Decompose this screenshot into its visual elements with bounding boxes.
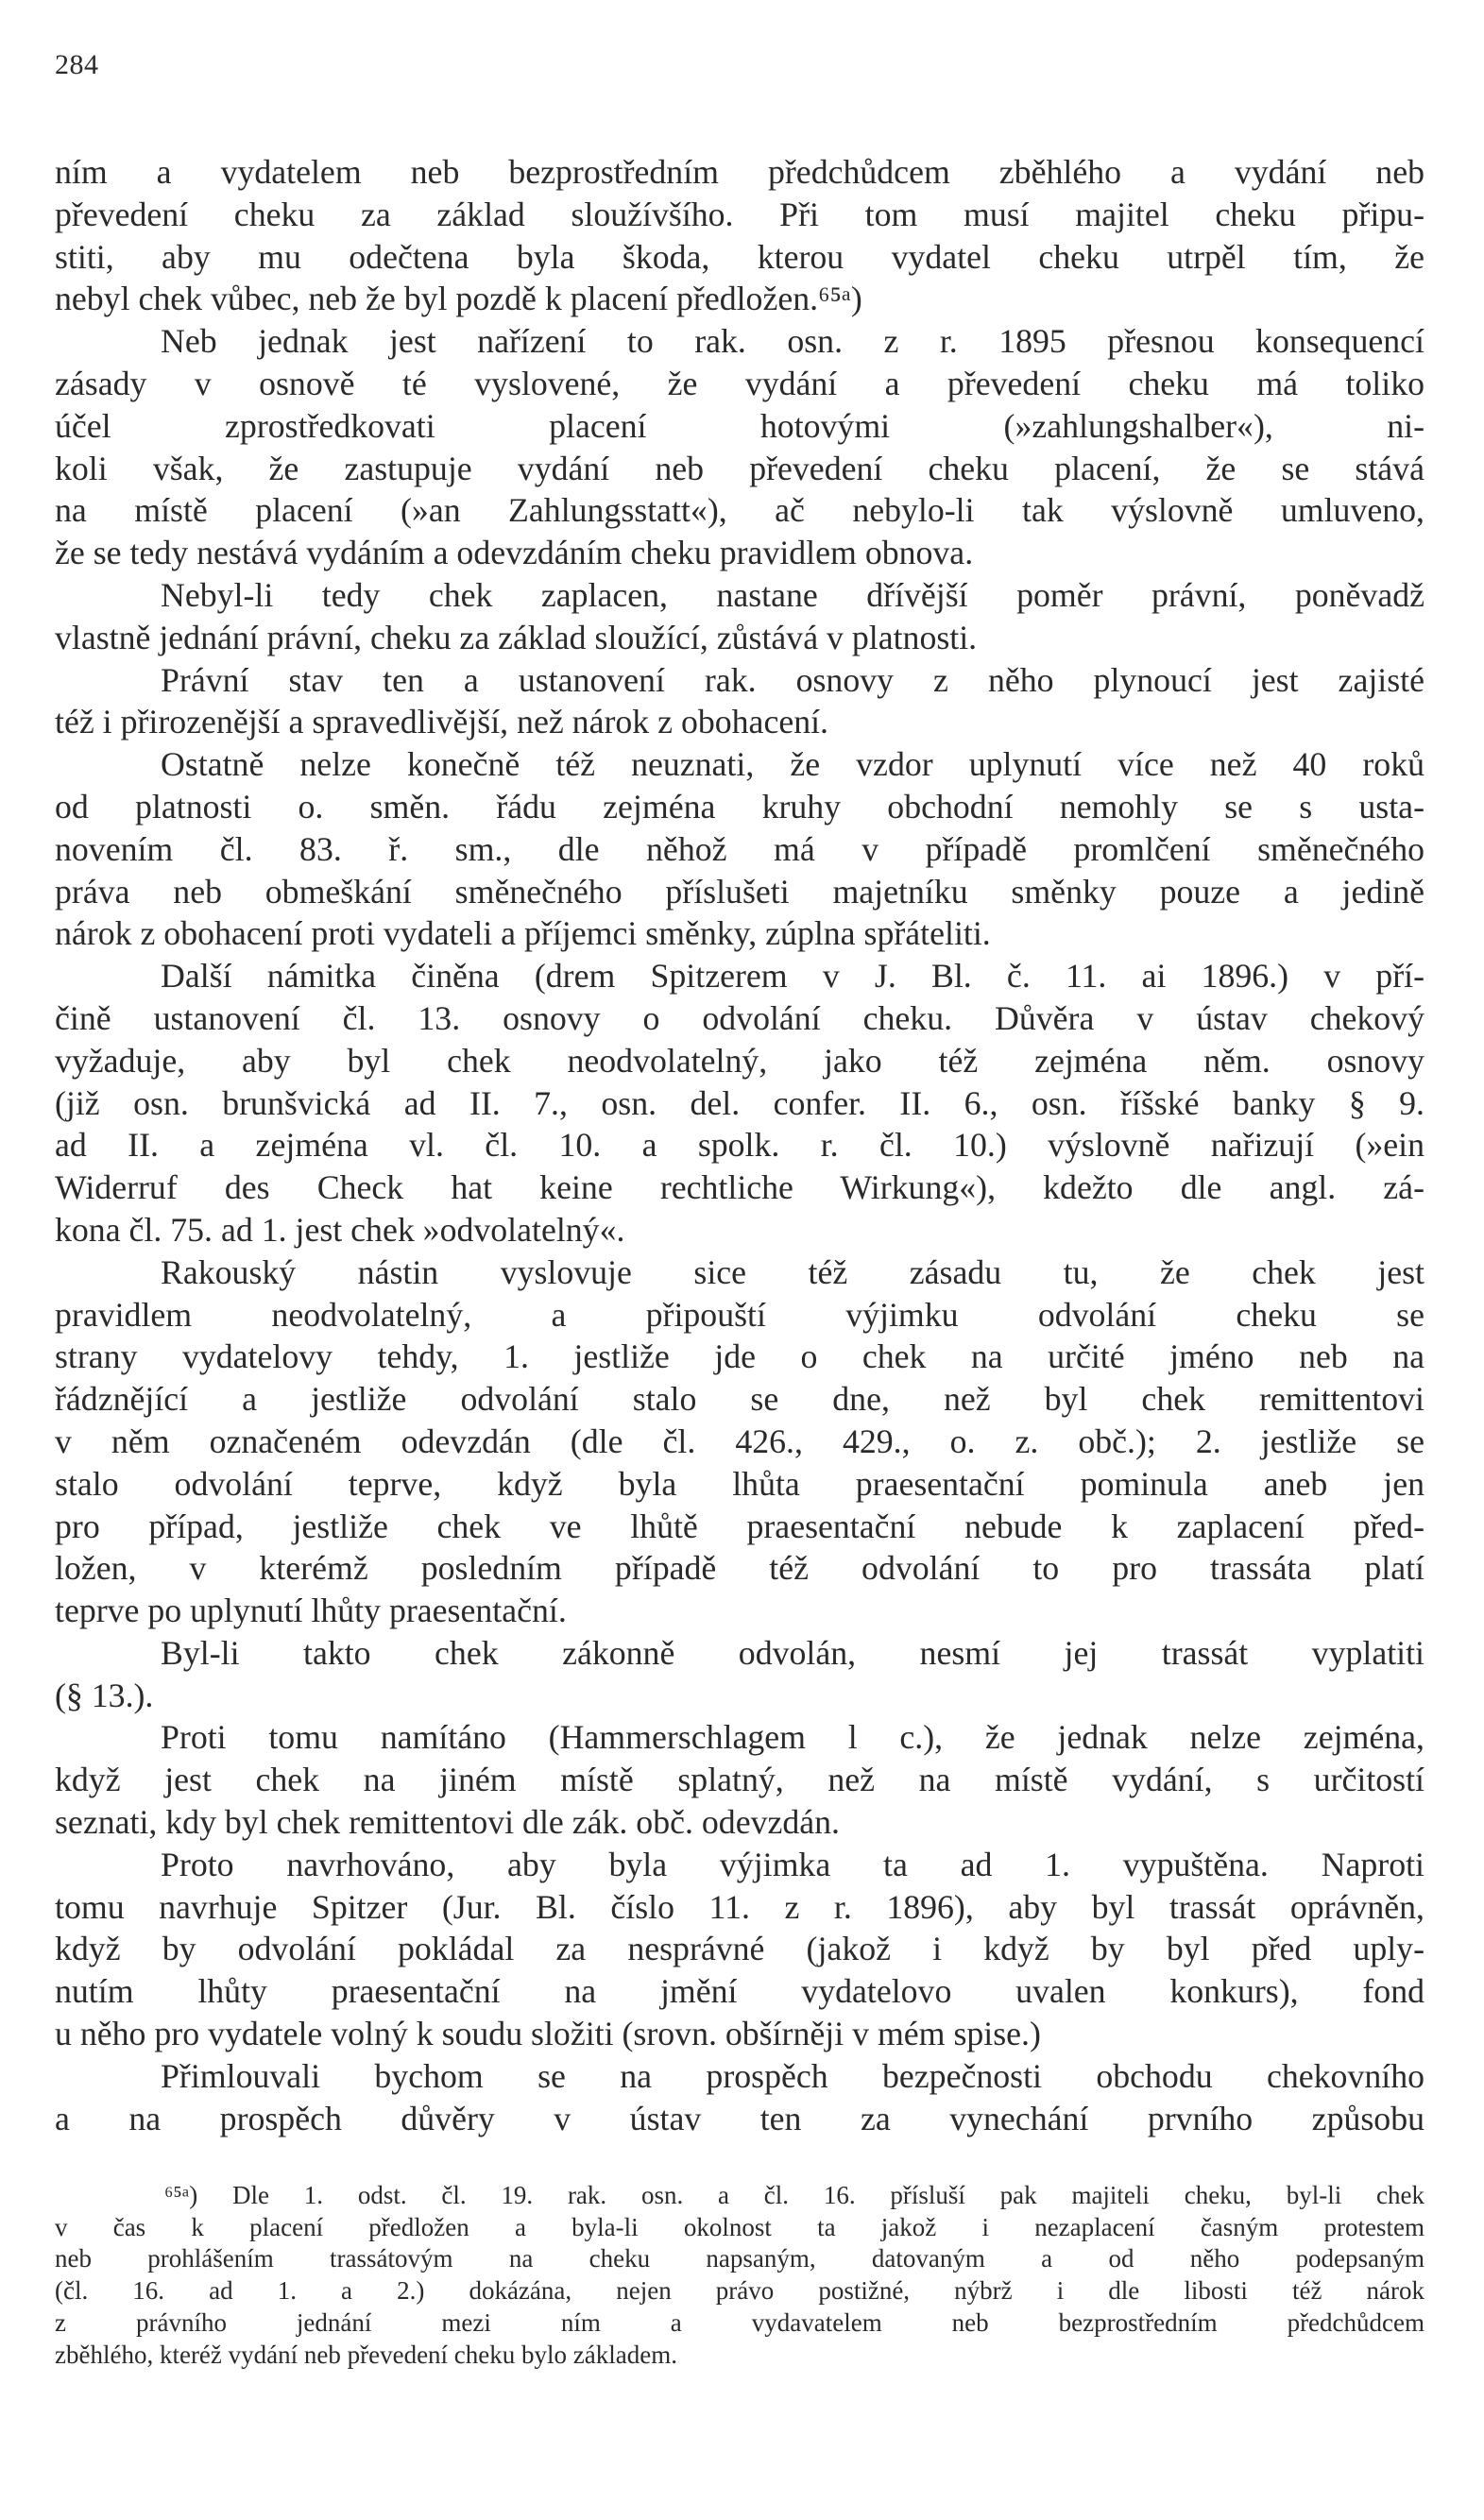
text-line: ním a vydatelem neb bezprostředním předchůdcem zběhlého a vydání neb [55,153,1424,191]
text-line: když jest chek na jiném místě splatný, než na místě vydání, s určitostí [55,1761,1424,1799]
text-line: převedení cheku za základ sloužívšího. Při tom musí majitel cheku připu- [55,195,1424,233]
text-line: vlastně jednání právní, cheku za základ sloužící, zůstává v platnosti. [55,618,978,656]
text-line: vyžaduje, aby byl chek neodvolatelný, jako též zejména něm. osnovy [55,1041,1424,1080]
text-line: a na prospěch důvěry v ústav ten za vynechání prvního způsobu [55,2099,1424,2137]
text-line: pravidlem neodvolatelný, a připouští výjimku odvolání cheku se [55,1295,1424,1334]
text-line: též i přirozenější a spravedlivější, než nárok z obohacení. [55,703,829,741]
text-line: když by odvolání pokládal za nesprávné (jakož i když by byl před uply- [55,1930,1424,1968]
text-line: ložen, v kterémž posledním případě též odvolání to pro trassáta platí [55,1549,1424,1588]
text-line: Ostatně nelze konečně též neuznati, že vzdor uplynutí více než 40 roků [161,745,1424,784]
text-line: kona čl. 75. ad 1. jest chek »odvolatelný«. [55,1210,625,1249]
text-line: od platnosti o. směn. řádu zejména kruhy obchodní nemohly se s usta- [55,787,1424,826]
text-line: Proti tomu namítáno (Hammerschlagem l c.), že jednak nelze zejména, [161,1718,1424,1757]
text-line: koli však, že zastupuje vydání neb převedení cheku placení, že se stává [55,449,1424,487]
page-number: 284 [55,49,99,80]
footnote-line: v čas k placení předložen a byla-li okolnost ta jakož i nezaplacení časným protestem [55,2212,1424,2241]
text-line: Byl-li takto chek zákonně odvolán, nesmí jej trassát vyplatiti [161,1633,1424,1672]
text-line: Rakouský nástin vyslovuje sice též zásadu tu, že chek jest [161,1252,1424,1291]
footnote-line: (čl. 16. ad 1. a 2.) dokázána, nejen právo postižné, nýbrž i dle libosti též nárok [55,2276,1424,2306]
text-line: Widerruf des Check hat keine rechtliche Wirkung«), kdežto dle angl. zá- [55,1168,1424,1207]
text-line: Přimlouvali bychom se na prospěch bezpečnosti obchodu chekovního [161,2056,1424,2095]
text-line: čině ustanovení čl. 13. osnovy o odvolání cheku. Důvěra v ústav chekový [55,998,1424,1037]
footnote-line: neb prohlášením trassátovým na cheku napsaným, datovaným a od něho podepsaným [55,2244,1424,2273]
text-line: tomu navrhuje Spitzer (Jur. Bl. číslo 11. z r. 1896), aby byl trassát oprávněn, [55,1887,1424,1926]
text-line: (již osn. brunšvická ad II. 7., osn. del. confer. II. 6., osn. říšské banky § 9. [55,1083,1424,1122]
footnote-line: ⁶⁵ᵃ) Dle 1. odst. čl. 19. rak. osn. a čl. 16. přísluší pak majiteli cheku, byl-li chek [164,2181,1424,2209]
text-line: u něho pro vydatele volný k soudu složiti (srovn. obšírněji v mém spise.) [55,2015,1041,2053]
text-line: pro případ, jestliže chek ve lhůtě praesentační nebude k zaplacení před- [55,1507,1424,1545]
text-line: nárok z obohacení proti vydateli a příjemci směnky, zúplna spřáteliti. [55,914,991,953]
text-line: (§ 13.). [55,1676,154,1714]
text-line: teprve po uplynutí lhůty praesentační. [55,1592,567,1630]
footnotes [55,2180,1424,2371]
text-line: nutím lhůty praesentační na jmění vydatelovo uvalen konkurs), fond [55,1972,1424,2011]
text-line: řádznějící a jestliže odvolání stalo se dne, než byl chek remittentovi [55,1380,1424,1419]
text-line: účel zprostředkovati placení hotovými (»zahlungshalber«), ni- [55,406,1424,445]
text-line: zásady v osnově té vyslovené, že vydání a převedení cheku má toliko [55,364,1424,402]
text-line: Další námitka činěna (drem Spitzerem v J. Bl. č. 11. ai 1896.) v pří- [161,957,1424,996]
text-line: stalo odvolání teprve, když byla lhůta praesentační pominula aneb jen [55,1464,1424,1503]
body-text [55,151,1424,2139]
text-line: nebyl chek vůbec, neb že byl pozdě k placení předložen.⁶⁵ᵃ) [55,280,862,318]
text-line: strany vydatelovy tehdy, 1. jestliže jde o chek na určité jméno neb na [55,1337,1424,1376]
text-line: stiti, aby mu odečtena byla škoda, kterou vydatel cheku utrpěl tím, že [55,237,1424,276]
text-line: že se tedy nestává vydáním a odevzdáním cheku pravidlem obnova. [55,534,974,572]
text-line: seznati, kdy byl chek remittentovi dle zák. obč. odevzdán. [55,1803,841,1842]
footnote-line: z právního jednání mezi ním a vydavatelem neb bezprostředním předchůdcem [55,2307,1424,2337]
text-line: v něm označeném odevzdán (dle čl. 426., 429., o. z. obč.); 2. jestliže se [55,1422,1424,1460]
text-line: novením čl. 83. ř. sm., dle něhož má v případě promlčení směnečného [55,829,1424,868]
footnote-line: zběhlého, kteréž vydání neb převedení cheku bylo základem. [55,2340,677,2369]
text-line: na místě placení (»an Zahlungsstatt«), ač nebylo-li tak výslovně umluveno, [55,491,1424,530]
text-line: Proto navrhováno, aby byla výjimka ta ad 1. vypuštěna. Naproti [161,1845,1424,1883]
text-line: práva neb obmeškání směnečného příslušeti majetníku směnky pouze a jedině [55,872,1424,911]
text-line: Nebyl-li tedy chek zaplacen, nastane dřívější poměr právní, poněvadž [161,575,1424,614]
text-line: Právní stav ten a ustanovení rak. osnovy z něho plynoucí jest zajisté [161,660,1424,699]
text-line: ad II. a zejména vl. čl. 10. a spolk. r. čl. 10.) výslovně nařizují (»ein [55,1126,1424,1165]
text-line: Neb jednak jest nařízení to rak. osn. z r. 1895 přesnou konsequencí [161,322,1424,361]
